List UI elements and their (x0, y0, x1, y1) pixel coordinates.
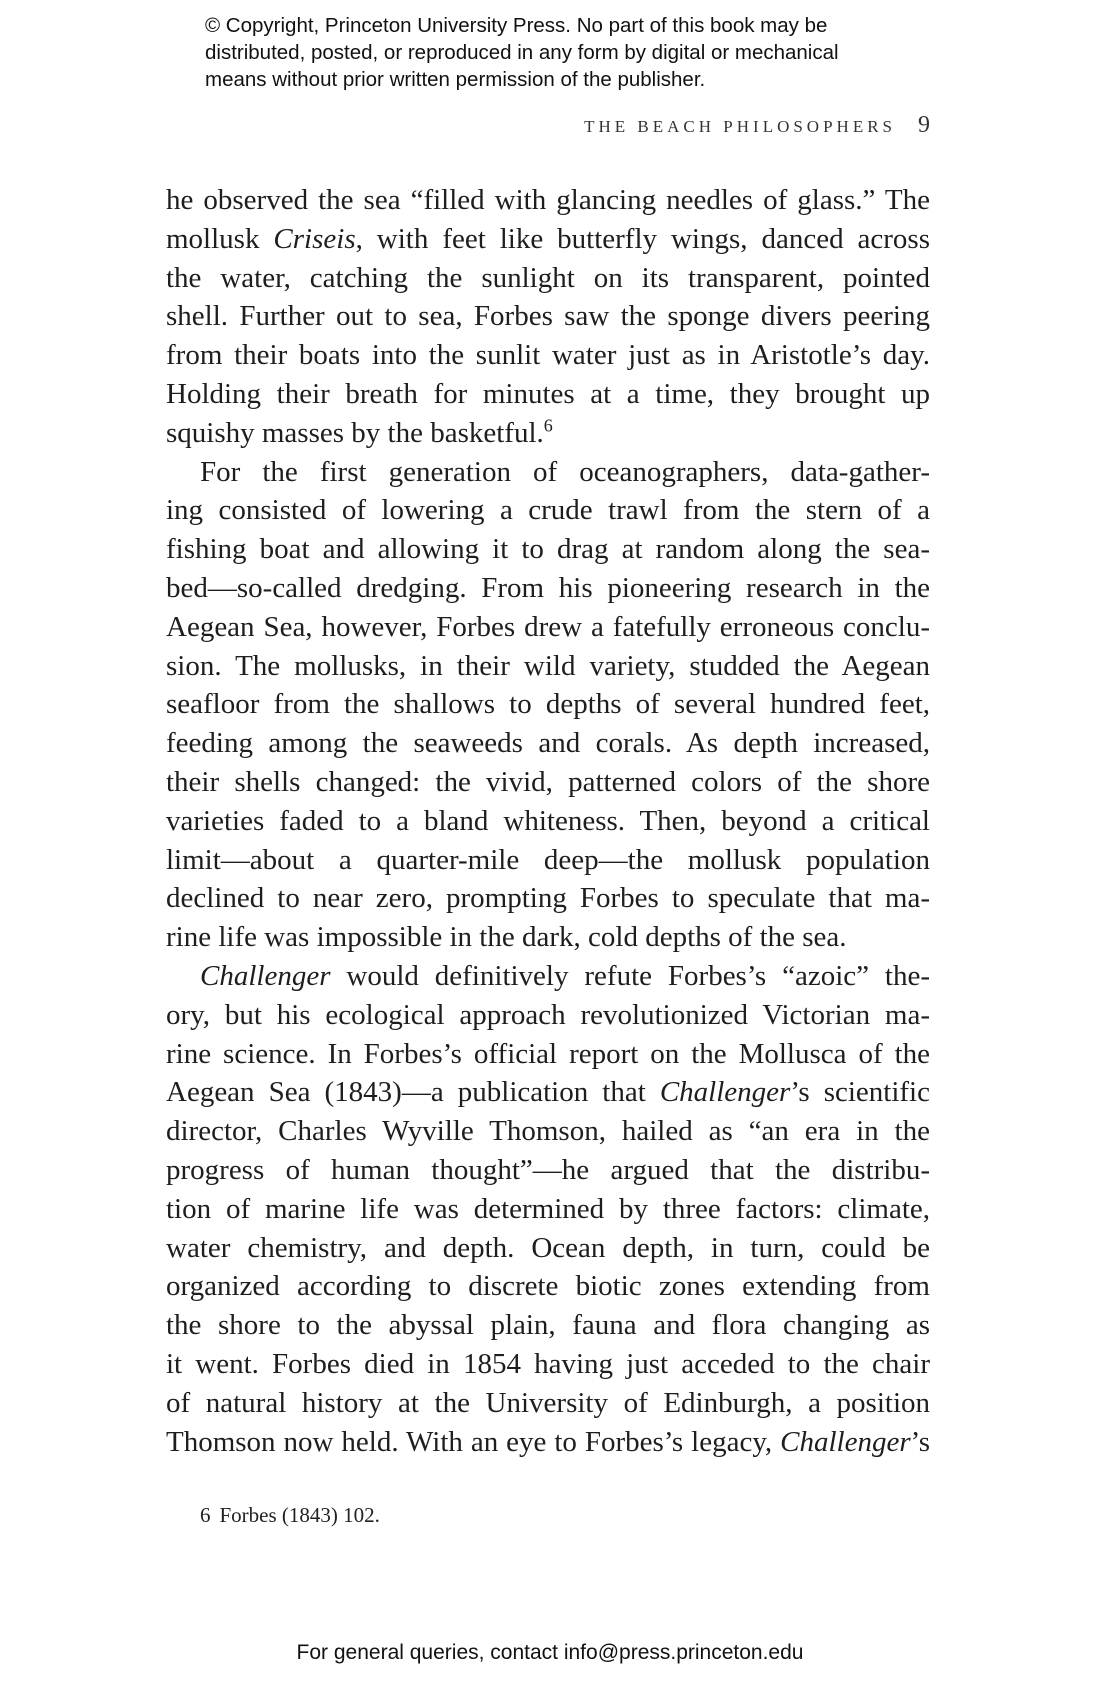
text-line: tion of marine life was determined by three factors: climate, (166, 1192, 930, 1225)
text-line: Aegean Sea (1843)—a publication that Challenger’s scientific (166, 1076, 930, 1109)
text-line: shell. Further out to sea, Forbes saw the sponge divers peering (166, 300, 930, 333)
text-line: seafloor from the shallows to depths of several hundred feet, (166, 688, 930, 721)
text-line: declined to near zero, prompting Forbes to speculate that ma- (166, 882, 930, 915)
text-line: Thomson now held. With an eye to Forbes’s legacy, Challenger’s (166, 1425, 930, 1458)
footnote (200, 1503, 380, 1528)
text-line: of natural history at the University of Edinburgh, a position (166, 1386, 930, 1419)
text-line: feeding among the seaweeds and corals. As depth increased, (166, 727, 930, 760)
text-line: their shells changed: the vivid, patterned colors of the shore (166, 765, 930, 798)
body-text (166, 181, 930, 1461)
contact-footer: For general queries, contact info@press.princeton.edu (296, 1641, 804, 1664)
text-line: ing consisted of lowering a crude trawl from the stern of a (166, 494, 930, 527)
text-line: fishing boat and allowing it to drag at random along the sea- (166, 533, 930, 566)
text-line: he observed the sea “filled with glancing needles of glass.” The (166, 184, 930, 216)
italic-ship-name: Challenger (200, 959, 331, 992)
text-line: rine life was impossible in the dark, cold depths of the sea. (166, 921, 847, 954)
text-line: For the first generation of oceanographers, data-gather- (200, 455, 930, 488)
text-line: organized according to discrete biotic zones extending from (166, 1270, 930, 1303)
text-line: bed—so-called dredging. From his pioneering research in the (166, 571, 930, 604)
text-line: Holding their breath for minutes at a time, they brought up (166, 377, 930, 410)
italic-taxon: Criseis (273, 222, 356, 255)
copyright-line: distributed, posted, or reproduced in any form by digital or mechanical (205, 41, 839, 64)
text-line: ory, but his ecological approach revolutionized Victorian ma- (166, 998, 930, 1031)
text-line: Challenger would definitively refute Forbes’s “azoic” the- (200, 959, 930, 992)
text-line: director, Charles Wyville Thomson, hailed as “an era in the (166, 1115, 930, 1148)
text-line: it went. Forbes died in 1854 having just acceded to the chair (166, 1347, 930, 1380)
text-line: water chemistry, and depth. Ocean depth, in turn, could be (166, 1231, 930, 1264)
italic-ship-name: Challenger (659, 1076, 791, 1109)
text-line: sion. The mollusks, in their wild variety, studded the Aegean (166, 649, 930, 682)
text-line: limit—about a quarter-mile deep—the mollusk population (166, 843, 930, 876)
text-line: squishy masses by the basketful.$^6$ (166, 415, 553, 449)
text-line: rine science. In Forbes’s official report on the Mollusca of the (166, 1037, 930, 1070)
running-head (0, 112, 930, 139)
italic-ship-name: Challenger (780, 1425, 911, 1458)
copyright-notice (205, 12, 965, 93)
running-head-title: THE BEACH PHILOSOPHERS (584, 117, 896, 136)
footnote-reference: 6 (543, 415, 553, 436)
text-line: from their boats into the sunlit water just as in Aristotle’s day. (166, 339, 930, 372)
text-line: mollusk Criseis, with feet like butterfly wings, danced across (166, 222, 930, 255)
text-line: progress of human thought”—he argued that the distribu- (166, 1153, 930, 1186)
footnote-number: 6 (200, 1503, 211, 1527)
text-line: the shore to the abyssal plain, fauna and flora changing as (166, 1309, 930, 1342)
copyright-line: © Copyright, Princeton University Press. No part of this book may be (205, 14, 828, 37)
text-line: varieties faded to a bland whiteness. Then, beyond a critical (166, 804, 930, 837)
text-line: Aegean Sea, however, Forbes drew a fatefully erroneous conclu- (166, 610, 930, 643)
page-number: 9 (918, 112, 930, 138)
copyright-line: means without prior written permission of the publisher. (205, 68, 706, 91)
text-line: the water, catching the sunlight on its transparent, pointed (166, 261, 930, 294)
footnote-text: Forbes (1843) 102. (219, 1503, 380, 1527)
